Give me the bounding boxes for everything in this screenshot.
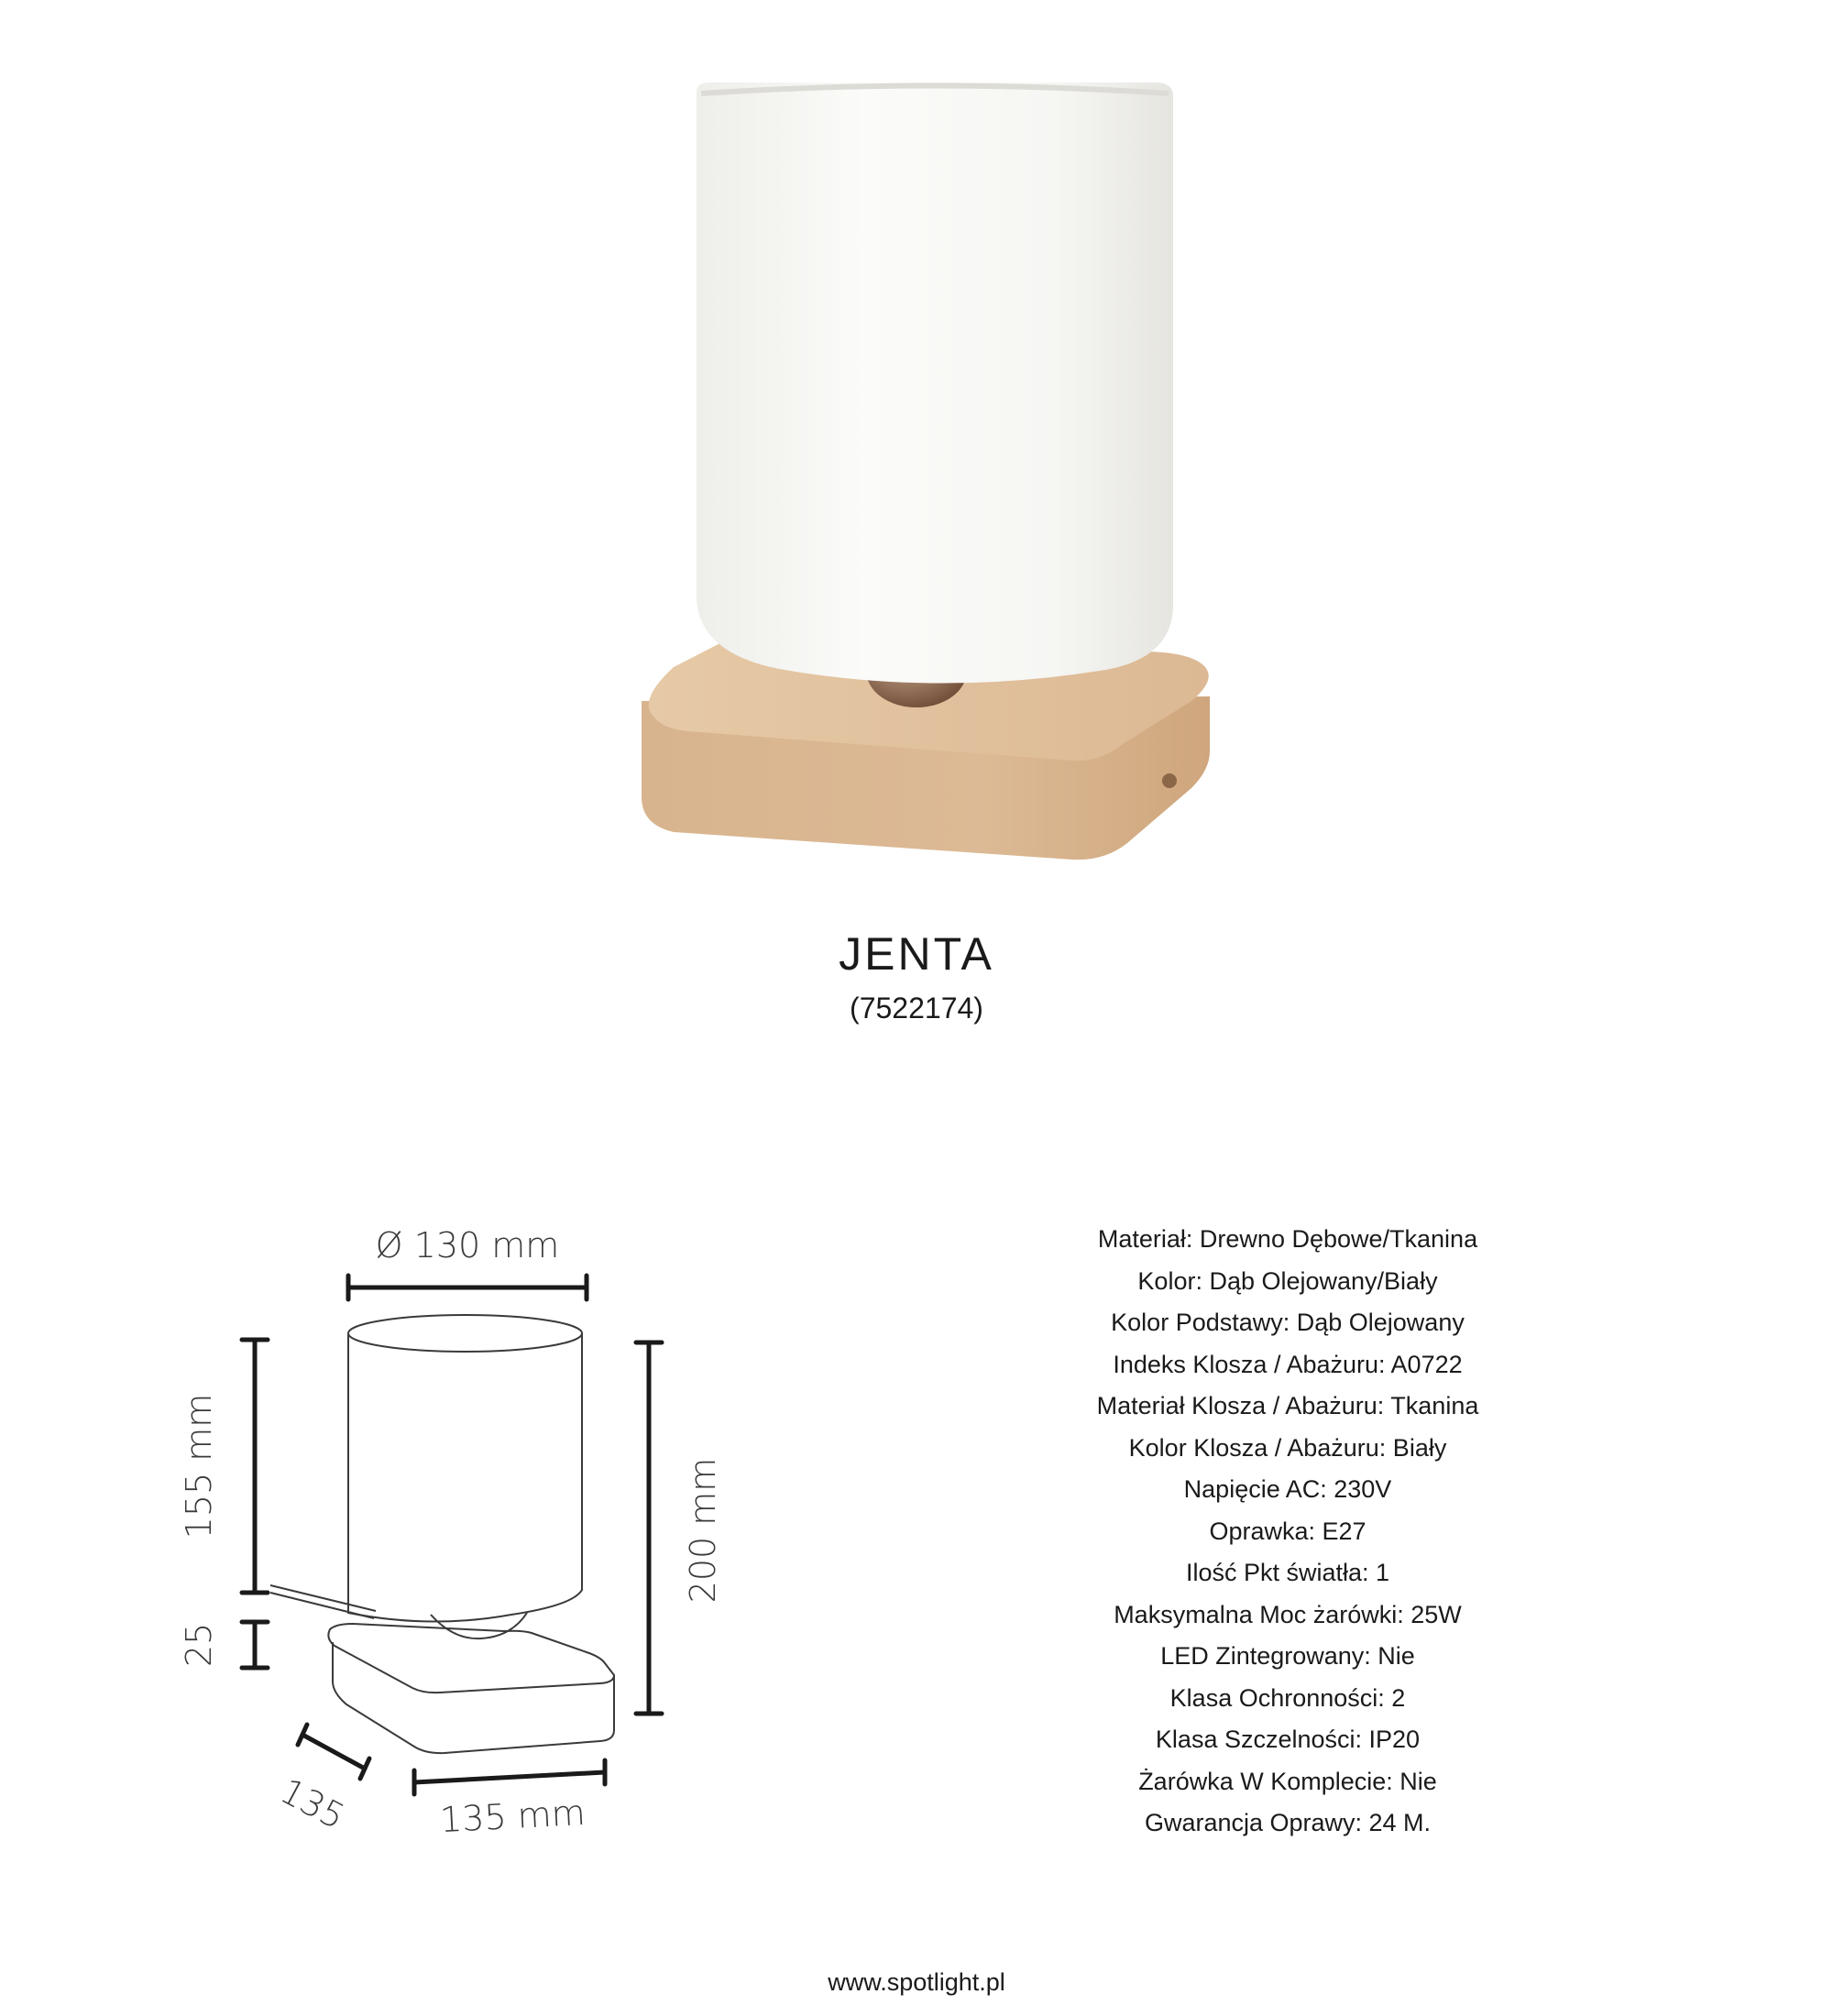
diameter-label: Ø 130 mm — [375, 1225, 560, 1265]
total-height-label: 200 mm — [683, 1457, 723, 1604]
base-depth-dimension-line — [302, 1735, 365, 1769]
spec-item: Maksymalna Moc żarówki: 25W — [1114, 1600, 1462, 1628]
base-depth-label: 135 — [273, 1770, 352, 1837]
shade-top-ellipse-icon — [348, 1315, 582, 1352]
spec-item: Klasa Szczelności: IP20 — [1155, 1726, 1421, 1753]
product-photo — [587, 55, 1246, 880]
spec-item: Kolor Podstawy: Dąb Olejowany — [1111, 1309, 1465, 1336]
spec-item: Oprawka: E27 — [1209, 1517, 1367, 1545]
shade-outline-icon — [348, 1333, 582, 1622]
shade-height-label: 155 mm — [179, 1393, 219, 1539]
spec-item: Materiał Klosza / Abażuru: Tkanina — [1096, 1392, 1479, 1419]
product-name: JENTA — [839, 928, 994, 980]
base-width-label: 135 mm — [438, 1791, 587, 1841]
spec-item: Kolor: Dąb Olejowany/Biały — [1137, 1266, 1438, 1295]
spec-item: Gwarancja Oprawy: 24 M. — [1144, 1809, 1432, 1836]
product-code: (7522174) — [850, 992, 983, 1024]
base-outline-icon — [328, 1624, 614, 1693]
socket-outline-icon — [431, 1613, 527, 1638]
lamp-shade-icon — [697, 82, 1173, 684]
spec-item: Indeks Klosza / Abażuru: A0722 — [1113, 1350, 1463, 1378]
spec-item: Materiał: Drewno Dębowe/Tkanina — [1097, 1225, 1478, 1253]
base-height-label: 25 — [179, 1622, 219, 1668]
website-link[interactable]: www.spotlight.pl — [828, 1968, 1005, 1996]
cable-outline-icon — [270, 1585, 376, 1618]
spec-item: Kolor Klosza / Abażuru: Biały — [1128, 1433, 1447, 1462]
spec-item: Napięcie AC: 230V — [1183, 1475, 1392, 1503]
spec-item: Klasa Ochronności: 2 — [1169, 1683, 1406, 1712]
spec-item: Ilość Pkt światła: 1 — [1185, 1559, 1390, 1586]
spec-item: LED Zintegrowany: Nie — [1160, 1642, 1415, 1670]
dimension-drawing — [165, 1200, 788, 1860]
base-width-dimension-line — [414, 1772, 605, 1782]
spec-item: Żarówka W Komplecie: Nie — [1138, 1767, 1437, 1795]
specifications-list — [990, 1219, 1586, 1845]
